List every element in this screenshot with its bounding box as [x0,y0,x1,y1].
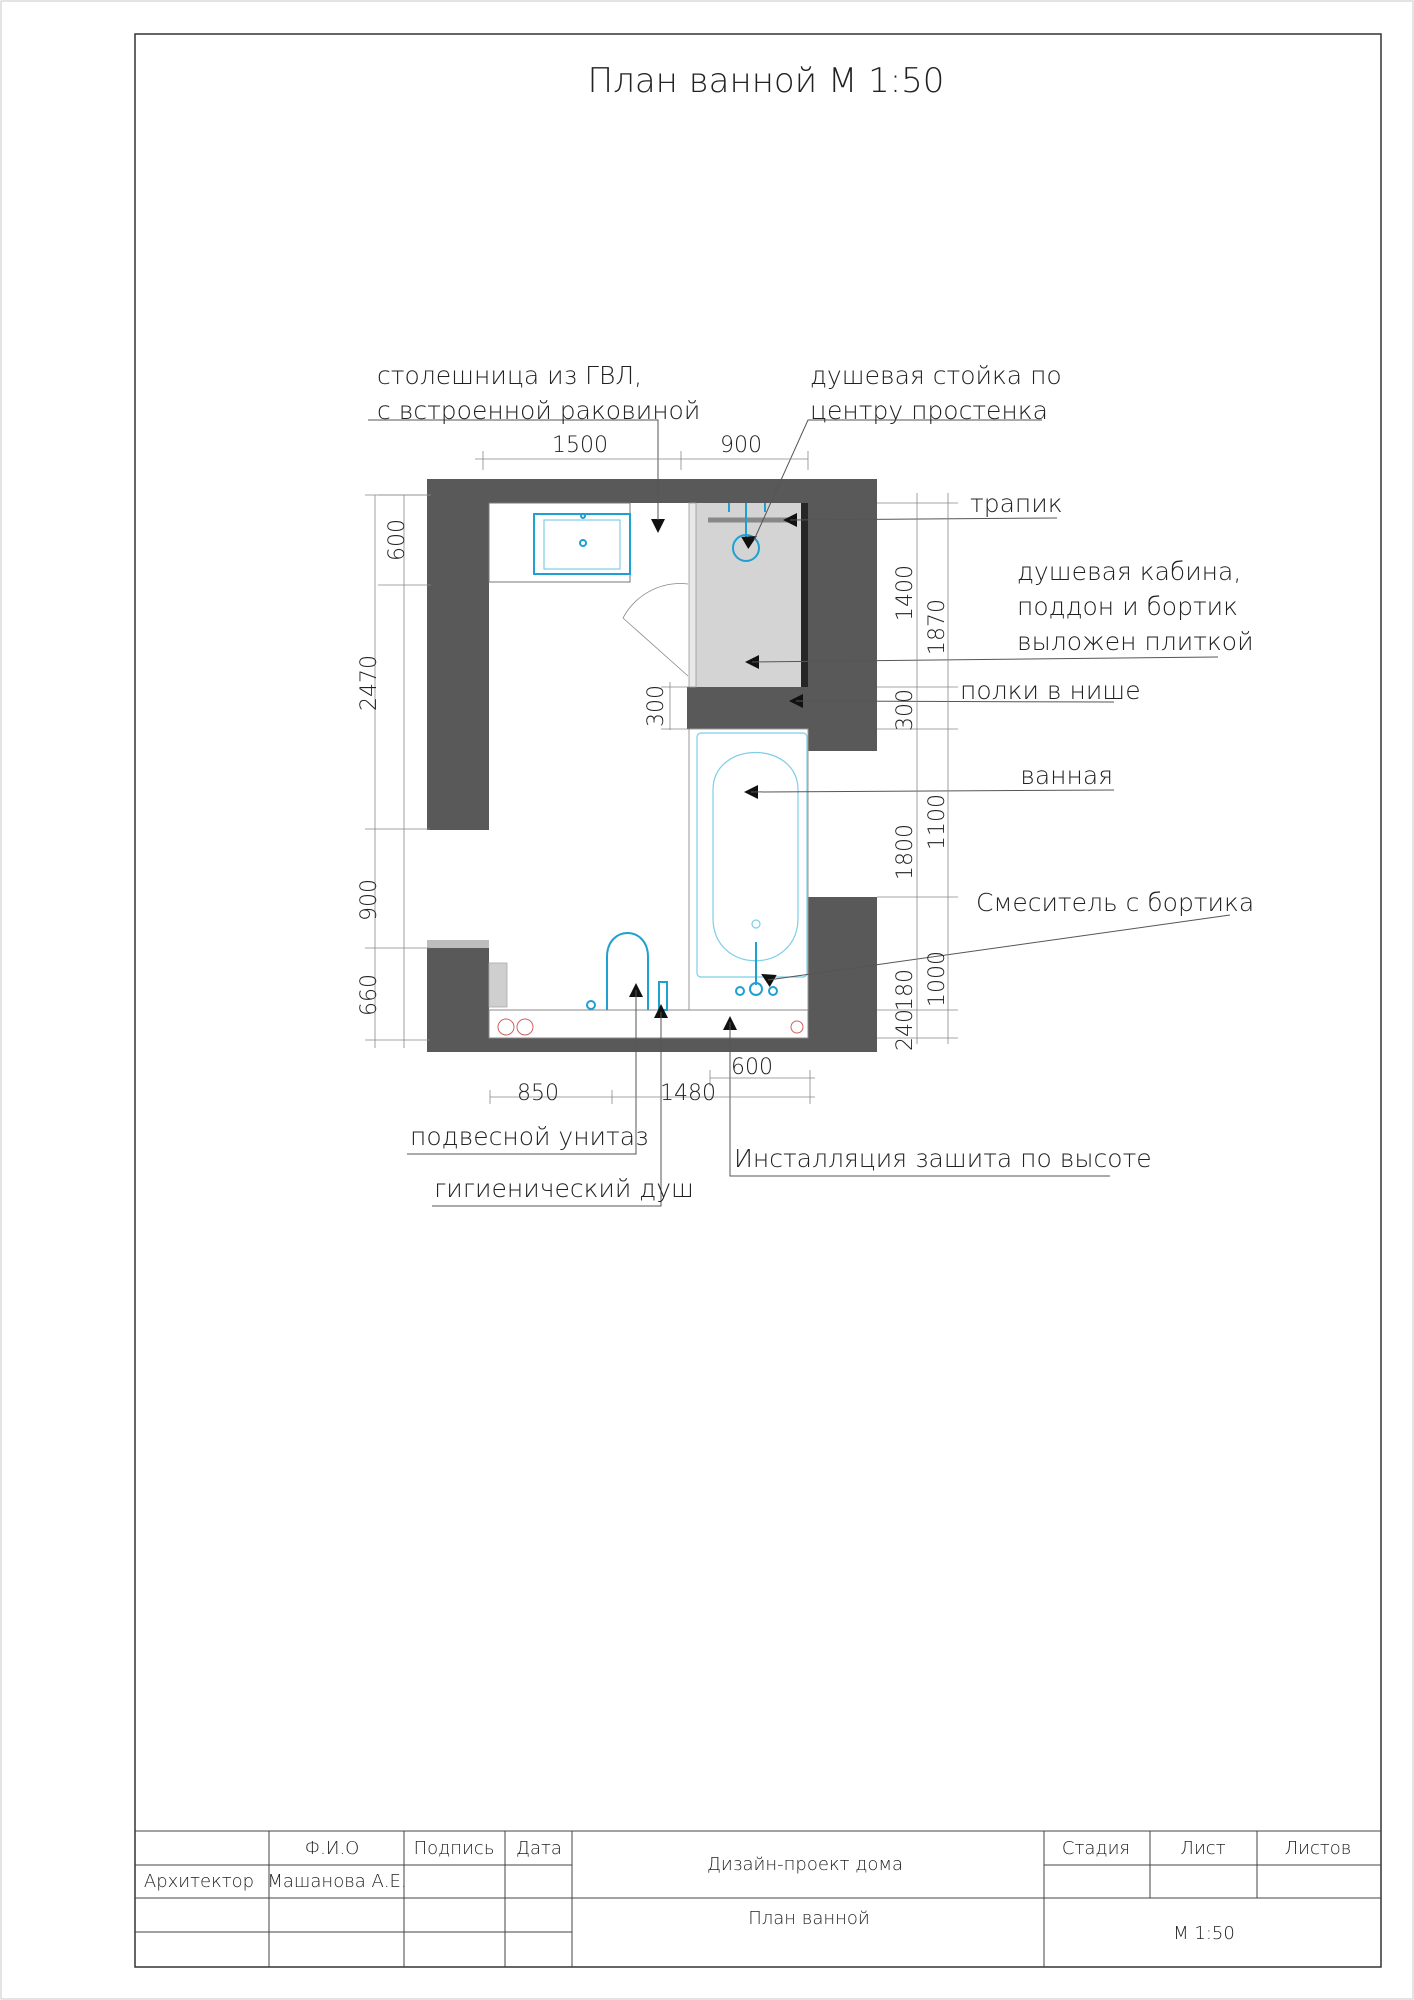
label-hygienic-shower: гигиенический душ [434,1174,694,1203]
dim-1400: 1400 [893,565,918,621]
dim-1500: 1500 [552,433,608,458]
shower-wall-trim [801,503,808,687]
toilet-icon [607,933,648,1010]
label-shower-rack-1: душевая стойка по [810,361,1062,390]
dim-2470: 2470 [357,655,382,711]
tb-sheet-name: План ванной [748,1908,870,1929]
label-shower-3: выложен плиткой [1017,627,1254,656]
tb-header-sheet: Лист [1180,1838,1226,1859]
dim-180: 180 [893,969,918,1011]
dim-660: 660 [357,974,382,1016]
tb-header-sheets: Листов [1284,1838,1352,1859]
tb-scale: М 1:50 [1173,1923,1235,1944]
dim-1800: 1800 [893,824,918,880]
shower-curb [689,503,696,687]
arrow-countertop [651,519,665,533]
wall-bottom [427,1038,877,1052]
label-countertop-2: с встроенной раковиной [377,396,701,425]
tb-role: Архитектор [143,1871,255,1892]
side-block [489,963,507,1007]
floor-plan [427,479,877,1052]
wall-left-lower [427,948,489,1052]
tb-header-signature: Подпись [413,1838,495,1859]
dim-900-top: 900 [720,433,762,458]
dim-600-bottom: 600 [731,1055,773,1080]
installation-box [489,1010,808,1038]
label-bath: ванная [1020,761,1113,790]
tb-header-date: Дата [516,1838,562,1859]
dim-600-left: 600 [385,519,410,561]
door-leaf [623,618,688,676]
dim-300-right: 300 [893,689,918,731]
bathtub-frame [689,729,808,1038]
drawing-title: План ванной М 1:50 [587,61,945,101]
dim-1000: 1000 [925,951,950,1007]
wall-left-upper [427,479,489,830]
label-shower-2: поддон и бортик [1017,592,1238,621]
label-shower-1: душевая кабина, [1017,557,1242,586]
door-swing [623,584,688,618]
tb-header-stage: Стадия [1061,1838,1131,1859]
label-countertop-1: столешница из ГВЛ, [377,361,643,390]
label-shower-rack-2: центру простенка [810,396,1048,425]
label-toilet: подвесной унитаз [410,1122,649,1151]
label-installation: Инсталляция зашита по высоте [734,1144,1152,1173]
label-mixer: Смеситель с бортика [976,888,1255,917]
wall-left-lower-cap [427,940,489,948]
label-niche: полки в нише [960,676,1141,705]
niche-shelves [687,687,808,729]
dim-1100: 1100 [925,794,950,850]
dim-1870: 1870 [925,599,950,655]
dim-1480: 1480 [660,1081,716,1106]
dim-300-inner: 300 [644,685,669,727]
tb-header-fio: Ф.И.О [304,1838,360,1859]
tb-name: Машанова А.Е. [267,1871,407,1892]
hygienic-shower-valve-icon [587,1001,595,1009]
dim-240: 240 [893,1009,918,1051]
dim-850: 850 [517,1081,559,1106]
dim-900-left: 900 [357,879,382,921]
label-drain: трапик [970,489,1063,518]
wall-right-lower [808,897,877,1052]
tb-project: Дизайн-проект дома [706,1854,904,1875]
